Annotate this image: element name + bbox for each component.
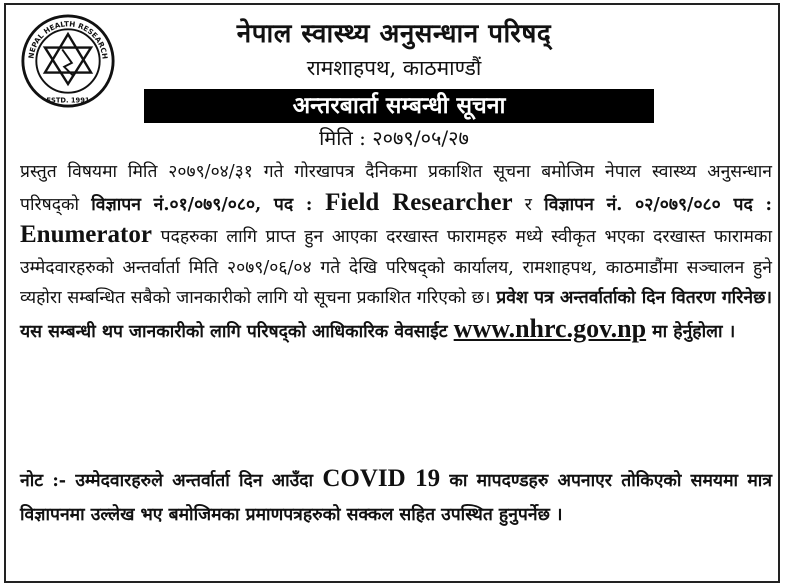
body-tail: मा हेर्नुहोला । [646, 321, 736, 342]
ad2-post: Enumerator [20, 221, 152, 248]
covid-label: COVID 19 [322, 465, 441, 492]
note-text-2: का मापदण्डहरु अपनाएर तोकिएको समयमा मात्र विज्ञापनमा उल्लेख भए बमोजिमका प्रमाणपत्रहरुको सक्कल सहित उपस्थित हुनुपर्नेछ । [20, 471, 772, 525]
ad1-label: विज्ञापन नं.०१/०७९/०८०, पद : [91, 194, 326, 215]
note-block [20, 462, 772, 532]
connector: र [512, 194, 545, 215]
notice-body [20, 157, 772, 347]
ad2-label: विज्ञापन नं. ०२/०७९/०८० पद : [544, 194, 772, 215]
organization-address: रामशाहपथ, काठमाण्डौं [306, 56, 482, 80]
website-link[interactable]: www.nhrc.gov.np [453, 313, 647, 343]
svg-text:ESTD. 1991: ESTD. 1991 [46, 96, 90, 105]
body-details: पदहरुका लागि प्राप्त हुन आएका दरखास्त फारामहरु मध्ये स्वीकृत भएका दरखास्त फारामका उम्मेदवारहरुको अन्तर्वार्ता मिति २०७९/०६/०४ गते देखि परिषद्को कार्यालय, रामशाहपथ, काठमाडौंमा सञ्चालन हुने व्यहोरा सम्बन्धित सबैको जानकारीको लागि यो सूचना प्रकाशित गरिएको छ। [20, 227, 772, 308]
notice-date: मिति : २०७९/०५/२७ [319, 126, 469, 150]
svg-text:NEPAL HEALTH RESEARCH COUNCIL: NEPAL HEALTH RESEARCH [26, 19, 110, 60]
admit-card-sentence: प्रवेश पत्र अन्तर्वार्ताको दिन वितरण गरिनेछ। यस सम्बन्धी थप जानकारीको लागि परिषद्को आधिकारिक वेवसाईट [20, 288, 772, 342]
notice-title-banner: अन्तरबार्ता सम्बन्धी सूचना [144, 89, 654, 123]
organization-name: नेपाल स्वास्थ्य अनुसन्धान परिषद् [236, 19, 552, 49]
ad1-post: Field Researcher [325, 188, 513, 216]
note-label: नोट :- [20, 471, 76, 491]
note-text-1: उम्मेदवारहरुले अन्तर्वार्ता दिन आउँदा [75, 471, 323, 491]
body-intro: प्रस्तुत विषयमा मिति २०७९/०४/३१ गते गोरखापत्र दैनिकमा प्रकाशित सूचना बमोजिम नेपाल स्वास्थ्य अनुसन्धान परिषद्को [20, 162, 772, 215]
